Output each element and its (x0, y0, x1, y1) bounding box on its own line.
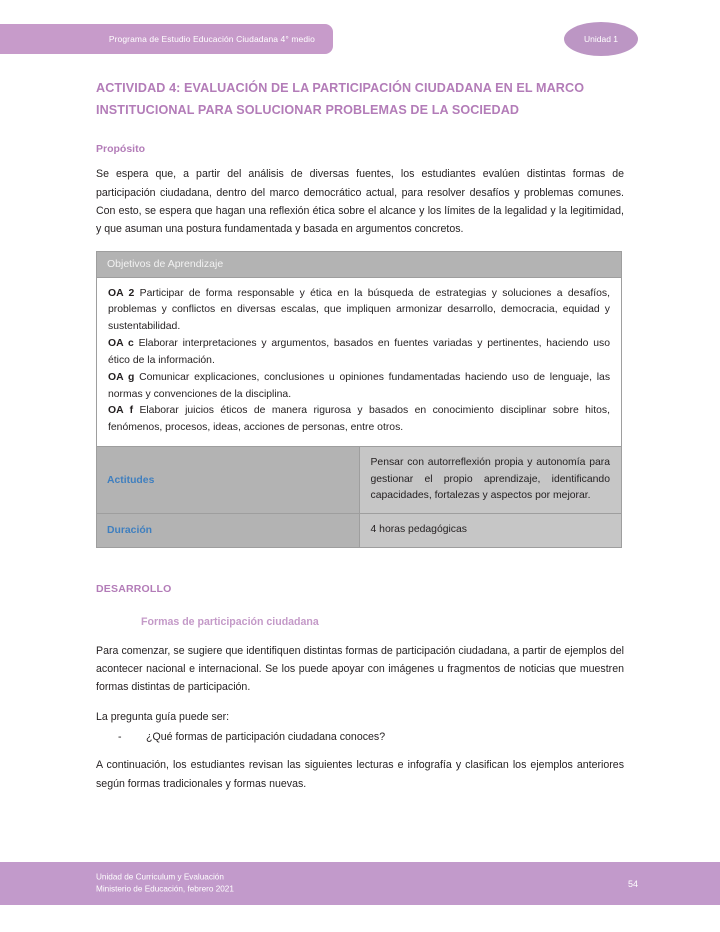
table-row-duration (97, 514, 622, 548)
unit-badge-label: Unidad 1 (583, 34, 619, 44)
development-subheading: Formas de participación ciudadana (141, 615, 319, 628)
list-item (108, 286, 610, 337)
guiding-question-text: ¿Qué formas de participación ciudadana conoces? (146, 730, 386, 743)
development-paragraph-1: Para comenzar, se sugiere que identifiquen distintas formas de participación ciudadana, a partir de ejemplos del acontecer nacional e internacional. Se los puede apoyar con imágenes u fragmentos de noticias que muestren formas distintas de participación. (96, 644, 624, 694)
program-tag-label: Programa de Estudio Educación Ciudadana 4° medio (108, 34, 315, 44)
duration-value-cell: 4 horas pedagógicas (359, 514, 622, 548)
page-header (0, 24, 720, 54)
oa-code: OA 2 (108, 287, 135, 299)
footer-line-2: Ministerio de Educación, febrero 2021 (96, 884, 234, 894)
purpose-heading: Propósito (96, 143, 145, 156)
list-item (108, 370, 610, 404)
attitudes-value-cell: Pensar con autorreflexión propia y autonomía para gestionar el propio aprendizaje, identificando capacidades, fortalezas y aspectos por mejorar. (359, 447, 622, 514)
question-lead: La pregunta guía puede ser: (96, 710, 230, 723)
unit-badge (564, 22, 638, 56)
objectives-body-cell (97, 277, 622, 447)
oa-text: Participar de forma responsable y ética en la búsqueda de estrategias y soluciones a desafíos, problemas y conflictos en diversas escalas, que impliquen armonizar desarrollo, democracia, equidad y sustentabilidad. (108, 287, 610, 333)
bullet-dash-icon: - (118, 730, 122, 743)
oa-code: OA f (108, 405, 134, 417)
oa-code: OA g (108, 371, 135, 383)
program-tag-bar (0, 24, 333, 54)
purpose-paragraph: Se espera que, a partir del análisis de diversas fuentes, los estudiantes evalúen distintas formas de participación ciudadana, dentro del marco democrático actual, para resolver desafíos y problemas comunes. Con esto, se espera que hagan una reflexión ética sobre el alcance y los límites de la legalidad y la legitimidad, y que asuman una postura fundamentada y basada en argumentos concretos. (96, 168, 624, 236)
attitudes-label-cell: Actitudes (97, 447, 360, 514)
development-paragraph-2: A continuación, los estudiantes revisan las siguientes lecturas e infografía y clasifican los ejemplos anteriores según formas tradicionales y formas nuevas. (96, 759, 624, 790)
oa-text: Elaborar interpretaciones y argumentos, basados en fuentes variadas y pertinentes, haciendo uso ético de la información. (108, 338, 610, 366)
activity-title: ACTIVIDAD 4: EVALUACIÓN DE LA PARTICIPACIÓN CIUDADANA EN EL MARCO INSTITUCIONAL PARA SOLUCIONAR PROBLEMAS DE LA SOCIEDAD (96, 81, 585, 117)
list-item (96, 728, 624, 746)
oa-code: OA c (108, 338, 134, 350)
oa-text: Elaborar juicios éticos de manera rigurosa y basados en conocimiento disciplinar sobre hitos, fenómenos, procesos, ideas, acciones de personas, entre otros. (108, 405, 610, 434)
list-item (108, 336, 610, 370)
page-content (96, 78, 624, 793)
list-item (108, 403, 610, 437)
learning-objectives-table (96, 251, 622, 548)
duration-label-cell: Duración (97, 514, 360, 548)
page-footer (0, 862, 720, 905)
oa-text: Comunicar explicaciones, conclusiones u opiniones fundamentadas haciendo uso de lenguaje, las normas y convenciones de la disciplina. (108, 371, 611, 400)
footer-text (96, 871, 234, 896)
table-row-oa-header (97, 251, 622, 277)
table-row-attitudes (97, 447, 622, 514)
development-heading: DESARROLLO (96, 582, 172, 595)
table-row-oa-body (97, 277, 622, 447)
objectives-header-cell: Objetivos de Aprendizaje (97, 251, 622, 277)
footer-line-1: Unidad de Curriculum y Evaluación (96, 871, 224, 881)
page-number: 54 (627, 878, 638, 889)
